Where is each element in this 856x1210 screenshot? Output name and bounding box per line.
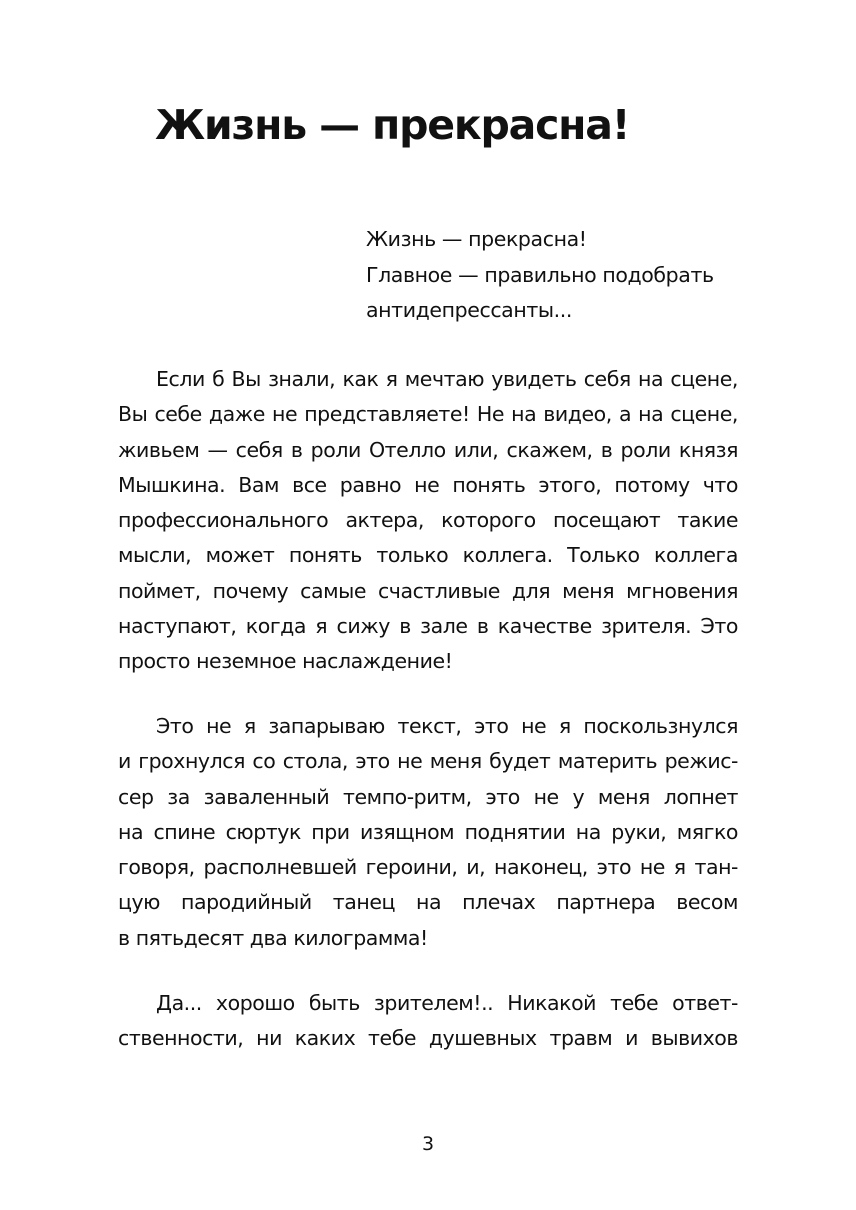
text-line: поймет, почему самые счастливые для меня мгновения: [118, 578, 738, 603]
text-line: профессионального актера, которого посещают такие: [118, 508, 738, 533]
text-line: в пятьдесят два килограмма!: [118, 925, 428, 950]
epigraph-line: антидепрессанты...: [366, 298, 573, 322]
paragraph-2: [118, 709, 738, 956]
text-line: живьем — себя в роли Отелло или, скажем, в роли князя: [118, 437, 738, 462]
text-line: наступают, когда я сижу в зале в качестве зрителя. Это: [118, 614, 738, 639]
epigraph: [366, 222, 766, 329]
epigraph-line: Жизнь — прекрасна!: [366, 227, 587, 251]
text-line: ственности, ни каких тебе душевных травм и вывихов: [118, 1026, 738, 1051]
text-line: и грохнулся со стола, это не меня будет материть режис-: [118, 749, 738, 774]
text-line: Это не я запарываю текст, это не я поскользнулся: [156, 714, 738, 738]
text-line: Мышкина. Вам все равно не понять этого, потому что: [118, 472, 738, 497]
chapter-title: Жизнь — прекрасна!: [155, 101, 630, 149]
text-line: мысли, может понять только коллега. Только коллега: [118, 543, 738, 568]
epigraph-line: Главное — правильно подобрать: [366, 262, 714, 287]
paragraph-3: [118, 986, 738, 1057]
text-line: просто неземное наслаждение!: [118, 649, 453, 674]
paragraph-1: [118, 362, 738, 680]
text-line: Да... хорошо быть зрителем!.. Никакой тебе ответ-: [156, 991, 738, 1015]
text-line: Если б Вы знали, как я мечтаю увидеть себя на сцене,: [156, 367, 738, 391]
text-line: Вы себе даже не представляете! Не на видео, а на сцене,: [118, 402, 738, 427]
text-line: говоря, располневшей героини, и, наконец, это не я тан-: [118, 855, 738, 880]
text-line: цую пародийный танец на плечах партнера весом: [118, 890, 738, 915]
text-line: на спине сюртук при изящном поднятии на руки, мягко: [118, 819, 738, 844]
text-line: сер за заваленный темпо-ритм, это не у меня лопнет: [118, 784, 738, 809]
page-number: 3: [421, 1133, 435, 1155]
